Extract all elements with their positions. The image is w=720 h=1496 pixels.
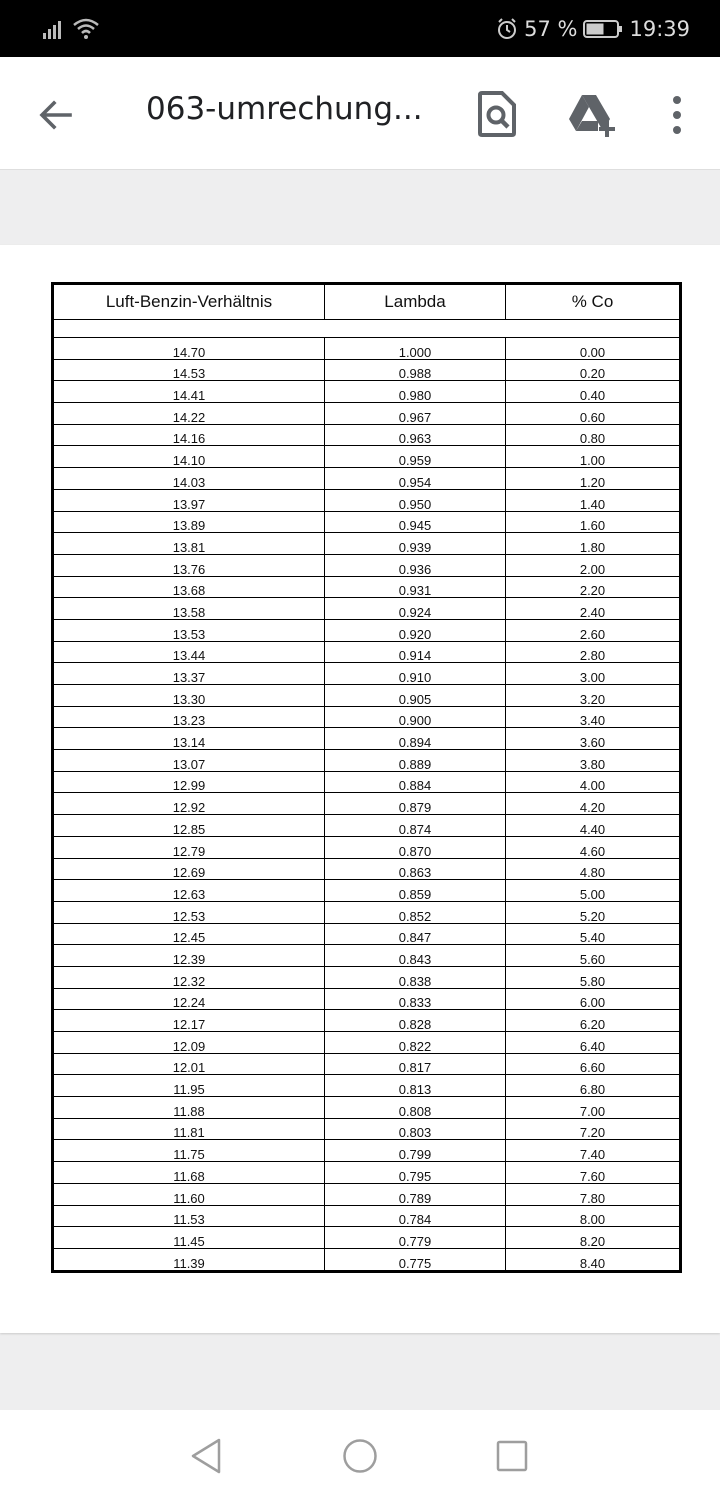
- table-row: [53, 728, 681, 750]
- cell-lambda: 0.967: [325, 403, 506, 425]
- cell-luft-benzin: 14.41: [53, 381, 325, 403]
- cell-lambda: 0.939: [325, 533, 506, 555]
- find-in-document-icon: [474, 89, 520, 139]
- blank-row: [53, 320, 681, 338]
- signal-icon: [42, 18, 66, 40]
- cell-lambda: 0.945: [325, 511, 506, 533]
- wifi-icon: [72, 17, 100, 41]
- cell-luft-benzin: 13.14: [53, 728, 325, 750]
- cell-luft-benzin: 12.01: [53, 1053, 325, 1075]
- cell-lambda: 0.950: [325, 489, 506, 511]
- table-row: [53, 663, 681, 685]
- cell-luft-benzin: 13.81: [53, 533, 325, 555]
- cell-luft-benzin: 13.68: [53, 576, 325, 598]
- table-row: [53, 793, 681, 815]
- cell-lambda: 0.784: [325, 1205, 506, 1227]
- table-row: [53, 1162, 681, 1184]
- cell-co: 4.80: [506, 858, 681, 880]
- find-in-document-button[interactable]: [474, 89, 520, 139]
- cell-luft-benzin: 13.23: [53, 706, 325, 728]
- cell-luft-benzin: 13.76: [53, 554, 325, 576]
- cell-co: 7.60: [506, 1162, 681, 1184]
- table-row: [53, 619, 681, 641]
- table-row: [53, 1053, 681, 1075]
- cell-co: 6.40: [506, 1032, 681, 1054]
- cell-co: 2.80: [506, 641, 681, 663]
- cell-co: 0.20: [506, 359, 681, 381]
- cell-lambda: 0.959: [325, 446, 506, 468]
- cell-luft-benzin: 12.24: [53, 988, 325, 1010]
- cell-co: 8.00: [506, 1205, 681, 1227]
- cell-lambda: 0.870: [325, 836, 506, 858]
- cell-lambda: 0.931: [325, 576, 506, 598]
- cell-lambda: 0.838: [325, 966, 506, 988]
- cell-lambda: 0.894: [325, 728, 506, 750]
- cell-co: 4.60: [506, 836, 681, 858]
- cell-luft-benzin: 11.68: [53, 1162, 325, 1184]
- cell-lambda: 0.833: [325, 988, 506, 1010]
- cell-lambda: 0.813: [325, 1075, 506, 1097]
- table-row: [53, 1227, 681, 1249]
- cell-lambda: 0.828: [325, 1010, 506, 1032]
- cell-luft-benzin: 12.09: [53, 1032, 325, 1054]
- clock: 19:39: [629, 17, 690, 41]
- table-row: [53, 359, 681, 381]
- cell-lambda: 1.000: [325, 338, 506, 360]
- cell-co: 7.00: [506, 1097, 681, 1119]
- document-page: [0, 245, 720, 1333]
- cell-lambda: 0.879: [325, 793, 506, 815]
- table-row: [53, 880, 681, 902]
- battery-percent: 57 %: [524, 17, 578, 41]
- nav-home-button[interactable]: [340, 1436, 380, 1476]
- cell-luft-benzin: 14.53: [53, 359, 325, 381]
- cell-luft-benzin: 12.63: [53, 880, 325, 902]
- cell-lambda: 0.803: [325, 1118, 506, 1140]
- battery-icon: [583, 18, 623, 40]
- cell-co: 3.00: [506, 663, 681, 685]
- cell-co: 3.20: [506, 685, 681, 707]
- cell-co: 1.40: [506, 489, 681, 511]
- table-row: [53, 511, 681, 533]
- cell-lambda: 0.936: [325, 554, 506, 576]
- back-arrow-icon: [34, 93, 78, 137]
- more-vert-icon: [660, 93, 694, 137]
- cell-luft-benzin: 11.45: [53, 1227, 325, 1249]
- cell-lambda: 0.924: [325, 598, 506, 620]
- cell-luft-benzin: 13.44: [53, 641, 325, 663]
- cell-luft-benzin: 12.79: [53, 836, 325, 858]
- cell-luft-benzin: 11.60: [53, 1183, 325, 1205]
- more-options-button[interactable]: [660, 93, 694, 137]
- cell-co: 7.20: [506, 1118, 681, 1140]
- cell-co: 6.80: [506, 1075, 681, 1097]
- cell-lambda: 0.817: [325, 1053, 506, 1075]
- cell-co: 5.40: [506, 923, 681, 945]
- cell-luft-benzin: 12.85: [53, 815, 325, 837]
- table-row: [53, 598, 681, 620]
- cell-lambda: 0.905: [325, 685, 506, 707]
- cell-co: 8.40: [506, 1248, 681, 1271]
- cell-luft-benzin: 11.95: [53, 1075, 325, 1097]
- table-row: [53, 685, 681, 707]
- cell-luft-benzin: 12.53: [53, 901, 325, 923]
- cell-luft-benzin: 12.92: [53, 793, 325, 815]
- cell-lambda: 0.852: [325, 901, 506, 923]
- cell-luft-benzin: 13.07: [53, 750, 325, 772]
- status-right: [496, 14, 690, 44]
- cell-lambda: 0.863: [325, 858, 506, 880]
- cell-luft-benzin: 11.39: [53, 1248, 325, 1271]
- cell-co: 1.60: [506, 511, 681, 533]
- cell-luft-benzin: 11.75: [53, 1140, 325, 1162]
- cell-co: 4.40: [506, 815, 681, 837]
- table-row: [53, 1183, 681, 1205]
- cell-luft-benzin: 12.45: [53, 923, 325, 945]
- cell-luft-benzin: 12.17: [53, 1010, 325, 1032]
- add-to-drive-button[interactable]: [566, 93, 618, 137]
- cell-co: 5.00: [506, 880, 681, 902]
- cell-co: 1.20: [506, 468, 681, 490]
- cell-lambda: 0.847: [325, 923, 506, 945]
- cell-co: 2.60: [506, 619, 681, 641]
- table-row: [53, 489, 681, 511]
- nav-recents-icon: [492, 1436, 532, 1476]
- cell-co: 4.20: [506, 793, 681, 815]
- table-row: [53, 533, 681, 555]
- document-title: 063-umrechung...: [146, 91, 423, 127]
- table-row: [53, 771, 681, 793]
- cell-co: 1.80: [506, 533, 681, 555]
- cell-lambda: 0.799: [325, 1140, 506, 1162]
- cell-co: 6.20: [506, 1010, 681, 1032]
- cell-luft-benzin: 14.10: [53, 446, 325, 468]
- blank-cell: [53, 320, 681, 338]
- header-co: % Co: [506, 284, 681, 320]
- cell-lambda: 0.822: [325, 1032, 506, 1054]
- cell-co: 7.80: [506, 1183, 681, 1205]
- nav-back-icon: [186, 1436, 226, 1476]
- back-button[interactable]: [34, 93, 78, 137]
- table-row: [53, 923, 681, 945]
- table-row: [53, 901, 681, 923]
- table-row: [53, 1032, 681, 1054]
- cell-luft-benzin: 12.32: [53, 966, 325, 988]
- cell-lambda: 0.920: [325, 619, 506, 641]
- table-row: [53, 1140, 681, 1162]
- cell-lambda: 0.874: [325, 815, 506, 837]
- cell-luft-benzin: 12.39: [53, 945, 325, 967]
- cell-luft-benzin: 13.97: [53, 489, 325, 511]
- table-row: [53, 403, 681, 425]
- table-row: [53, 1248, 681, 1271]
- cell-lambda: 0.988: [325, 359, 506, 381]
- cell-co: 3.40: [506, 706, 681, 728]
- cell-lambda: 0.980: [325, 381, 506, 403]
- nav-recents-button[interactable]: [492, 1436, 532, 1476]
- cell-co: 3.60: [506, 728, 681, 750]
- cell-luft-benzin: 14.70: [53, 338, 325, 360]
- cell-co: 0.40: [506, 381, 681, 403]
- status-left: [42, 14, 100, 44]
- cell-co: 6.60: [506, 1053, 681, 1075]
- header-lambda: Lambda: [325, 284, 506, 320]
- table-row: [53, 945, 681, 967]
- table-row: [53, 988, 681, 1010]
- cell-lambda: 0.789: [325, 1183, 506, 1205]
- cell-co: 2.20: [506, 576, 681, 598]
- table-row: [53, 381, 681, 403]
- table-row: [53, 338, 681, 360]
- cell-lambda: 0.963: [325, 424, 506, 446]
- header-row: [53, 284, 681, 320]
- table-row: [53, 836, 681, 858]
- navigation-bar: [0, 1410, 720, 1496]
- cell-lambda: 0.900: [325, 706, 506, 728]
- cell-co: 0.80: [506, 424, 681, 446]
- cell-co: 6.00: [506, 988, 681, 1010]
- cell-co: 2.40: [506, 598, 681, 620]
- app-bar: [0, 57, 720, 170]
- cell-lambda: 0.954: [325, 468, 506, 490]
- table-row: [53, 706, 681, 728]
- cell-lambda: 0.889: [325, 750, 506, 772]
- cell-luft-benzin: 11.81: [53, 1118, 325, 1140]
- table-row: [53, 554, 681, 576]
- cell-luft-benzin: 14.22: [53, 403, 325, 425]
- cell-luft-benzin: 13.30: [53, 685, 325, 707]
- cell-co: 3.80: [506, 750, 681, 772]
- cell-co: 7.40: [506, 1140, 681, 1162]
- cell-co: 2.00: [506, 554, 681, 576]
- cell-co: 5.60: [506, 945, 681, 967]
- cell-co: 5.80: [506, 966, 681, 988]
- cell-co: 0.00: [506, 338, 681, 360]
- nav-back-button[interactable]: [186, 1436, 226, 1476]
- cell-lambda: 0.884: [325, 771, 506, 793]
- nav-home-icon: [340, 1436, 380, 1476]
- table-row: [53, 1075, 681, 1097]
- cell-luft-benzin: 14.03: [53, 468, 325, 490]
- alarm-icon: [496, 18, 518, 40]
- table-row: [53, 815, 681, 837]
- table-row: [53, 858, 681, 880]
- cell-co: 5.20: [506, 901, 681, 923]
- cell-luft-benzin: 11.88: [53, 1097, 325, 1119]
- cell-lambda: 0.779: [325, 1227, 506, 1249]
- cell-luft-benzin: 12.99: [53, 771, 325, 793]
- cell-luft-benzin: 13.89: [53, 511, 325, 533]
- table-row: [53, 750, 681, 772]
- cell-lambda: 0.795: [325, 1162, 506, 1184]
- cell-lambda: 0.843: [325, 945, 506, 967]
- table-row: [53, 576, 681, 598]
- table-row: [53, 1205, 681, 1227]
- cell-lambda: 0.775: [325, 1248, 506, 1271]
- table-row: [53, 966, 681, 988]
- table-row: [53, 446, 681, 468]
- data-table: [51, 282, 682, 1273]
- cell-luft-benzin: 13.58: [53, 598, 325, 620]
- cell-co: 0.60: [506, 403, 681, 425]
- cell-co: 8.20: [506, 1227, 681, 1249]
- header-luft-benzin: Luft-Benzin-Verhältnis: [53, 284, 325, 320]
- table-row: [53, 468, 681, 490]
- cell-co: 4.00: [506, 771, 681, 793]
- table-row: [53, 424, 681, 446]
- cell-luft-benzin: 13.37: [53, 663, 325, 685]
- table-row: [53, 1010, 681, 1032]
- cell-luft-benzin: 11.53: [53, 1205, 325, 1227]
- cell-lambda: 0.914: [325, 641, 506, 663]
- cell-luft-benzin: 14.16: [53, 424, 325, 446]
- cell-lambda: 0.808: [325, 1097, 506, 1119]
- cell-lambda: 0.859: [325, 880, 506, 902]
- cell-co: 1.00: [506, 446, 681, 468]
- cell-luft-benzin: 13.53: [53, 619, 325, 641]
- table-row: [53, 1097, 681, 1119]
- status-bar: [0, 0, 720, 57]
- table-row: [53, 641, 681, 663]
- add-to-drive-icon: [566, 93, 618, 137]
- cell-luft-benzin: 12.69: [53, 858, 325, 880]
- table-row: [53, 1118, 681, 1140]
- cell-lambda: 0.910: [325, 663, 506, 685]
